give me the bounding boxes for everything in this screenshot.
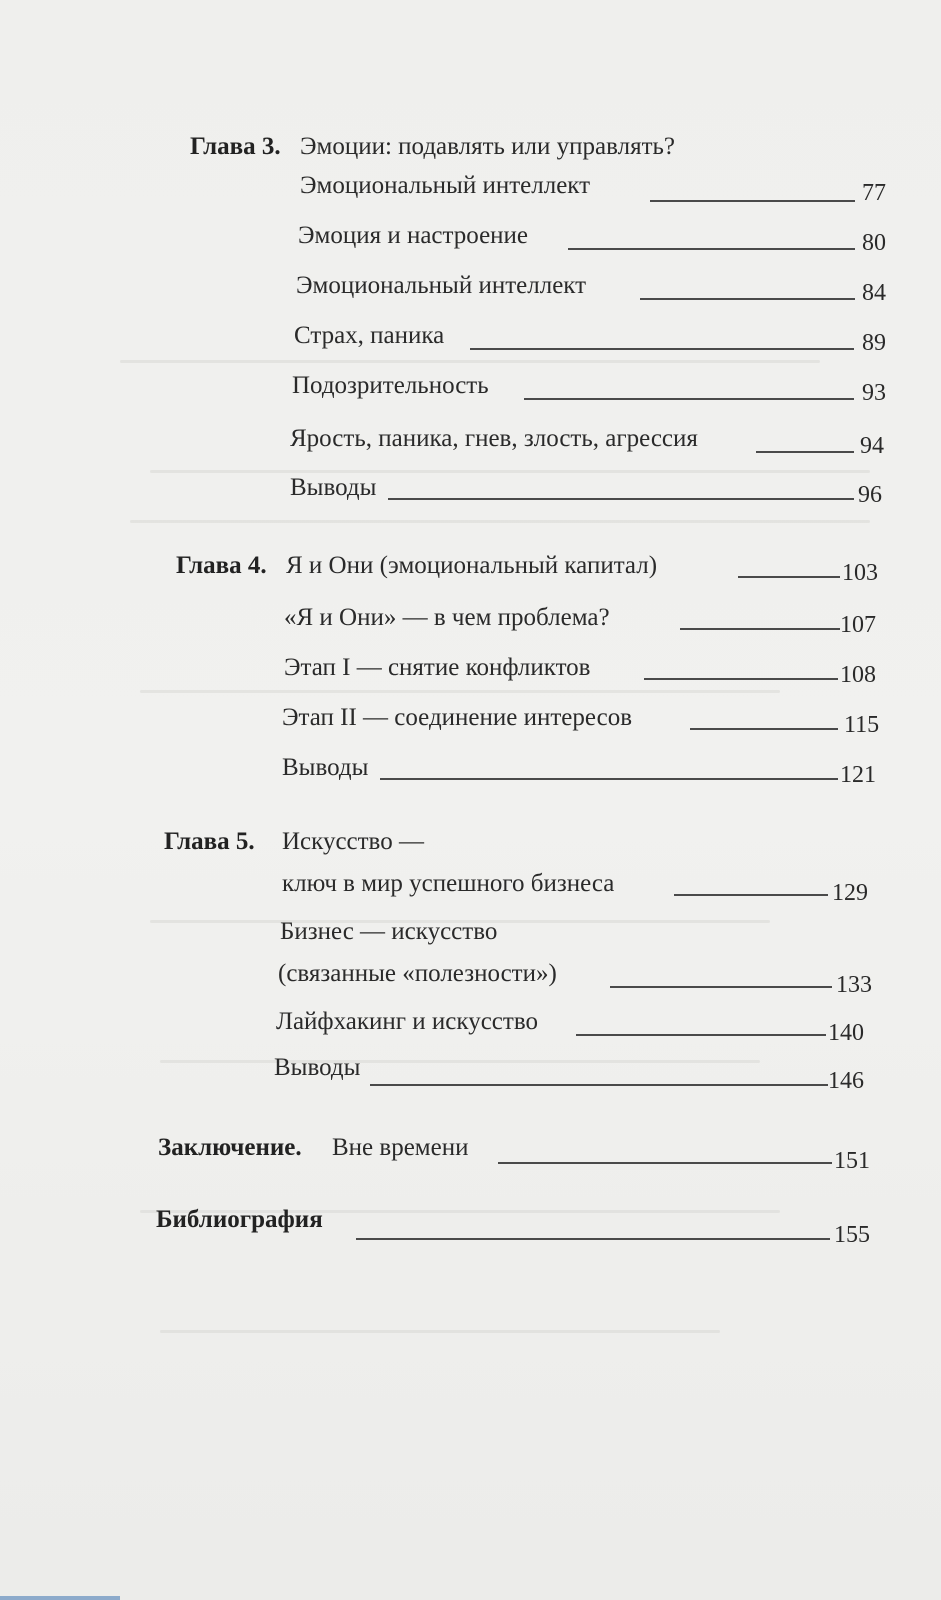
toc-entry[interactable] — [0, 172, 941, 208]
dot-leader — [568, 248, 855, 250]
page-number: 140 — [828, 1020, 864, 1046]
toc-entry[interactable] — [0, 704, 941, 740]
section-label: Заключение. — [158, 1134, 302, 1161]
toc-entry[interactable] — [0, 754, 941, 790]
toc-entry[interactable] — [0, 322, 941, 358]
entry-title: Эмоциональный интеллект — [296, 272, 587, 299]
dot-leader — [610, 986, 832, 988]
toc-entry[interactable] — [0, 372, 941, 408]
entry-title-line-2: (связанные «полезности») — [278, 960, 557, 987]
page-number: 151 — [834, 1148, 870, 1174]
section-label: Библиография — [156, 1206, 323, 1233]
page-number: 133 — [836, 972, 872, 998]
dot-leader — [690, 728, 838, 730]
entry-title: Ярость, паника, гнев, злость, агрессия — [290, 425, 698, 452]
dot-leader — [498, 1162, 832, 1164]
chapter-label: Глава 5. — [164, 828, 255, 855]
page-number: 155 — [834, 1222, 870, 1248]
toc-entry[interactable] — [0, 474, 941, 510]
entry-title: Выводы — [290, 474, 377, 501]
chapter-title: Эмоции: подавлять или управлять? — [300, 133, 675, 160]
entry-title: Эмоциональный интеллект — [300, 172, 591, 199]
chapter-title: Я и Они (эмоциональный капитал) — [286, 552, 658, 579]
entry-title: Этап II — соединение интересов — [282, 704, 633, 731]
entry-title: Этап I — снятие конфликтов — [284, 654, 591, 681]
toc-entry[interactable] — [0, 1008, 941, 1044]
toc-entry-bibliography[interactable] — [0, 1206, 941, 1248]
toc-entry[interactable] — [0, 960, 941, 996]
dot-leader — [738, 576, 840, 578]
page-number: 89 — [862, 330, 886, 356]
toc-entry[interactable] — [0, 870, 941, 906]
page-number: 94 — [860, 433, 884, 459]
dot-leader — [356, 1238, 830, 1240]
dot-leader — [650, 200, 855, 202]
dot-leader — [640, 298, 855, 300]
toc-entry[interactable] — [0, 222, 941, 258]
entry-title: Выводы — [282, 754, 369, 781]
toc-entry[interactable] — [0, 654, 941, 690]
entry-title: Выводы — [274, 1054, 361, 1081]
page-number: 84 — [862, 280, 886, 306]
dot-leader — [680, 628, 840, 630]
dot-leader — [674, 894, 828, 896]
section-title: Вне времени — [332, 1134, 469, 1161]
chapter-label: Глава 4. — [176, 552, 267, 579]
dot-leader — [470, 348, 854, 350]
page-number: 103 — [842, 560, 878, 586]
page-number: 96 — [858, 482, 882, 508]
page-number: 121 — [840, 762, 876, 788]
toc-entry[interactable] — [0, 552, 941, 588]
page-number: 93 — [862, 380, 886, 406]
entry-title: Эмоция и настроение — [298, 222, 529, 249]
page-number: 115 — [844, 712, 880, 738]
page-number: 77 — [862, 180, 886, 206]
page-number: 146 — [828, 1068, 864, 1094]
dot-leader — [370, 1084, 828, 1086]
scan-edge — [0, 1596, 120, 1600]
dot-leader — [756, 451, 854, 453]
toc-entry[interactable] — [0, 272, 941, 308]
toc-entry[interactable] — [0, 425, 941, 461]
dot-leader — [576, 1034, 826, 1036]
chapter-title-line-1: Искусство — — [282, 828, 424, 855]
toc-entry[interactable] — [0, 604, 941, 640]
toc-entry[interactable] — [0, 1054, 941, 1094]
entry-title: Лайфхакинг и искусство — [276, 1008, 538, 1035]
page-number: 108 — [840, 662, 876, 688]
dot-leader — [644, 678, 838, 680]
dot-leader — [524, 398, 854, 400]
dot-leader — [388, 498, 854, 500]
dot-leader — [380, 778, 838, 780]
entry-title-line-1: Бизнес — искусство — [280, 918, 498, 945]
chapter-title-line-2: ключ в мир успешного бизнеса — [282, 870, 615, 897]
entry-title: Страх, паника — [294, 322, 445, 349]
chapter-label: Глава 3. — [190, 133, 281, 160]
page-number: 129 — [832, 880, 868, 906]
page-number: 80 — [862, 230, 886, 256]
entry-title: Подозрительность — [292, 372, 489, 399]
entry-title: «Я и Они» — в чем проблема? — [284, 604, 610, 631]
toc-entry-conclusion[interactable] — [0, 1134, 941, 1174]
page-number: 107 — [840, 612, 876, 638]
